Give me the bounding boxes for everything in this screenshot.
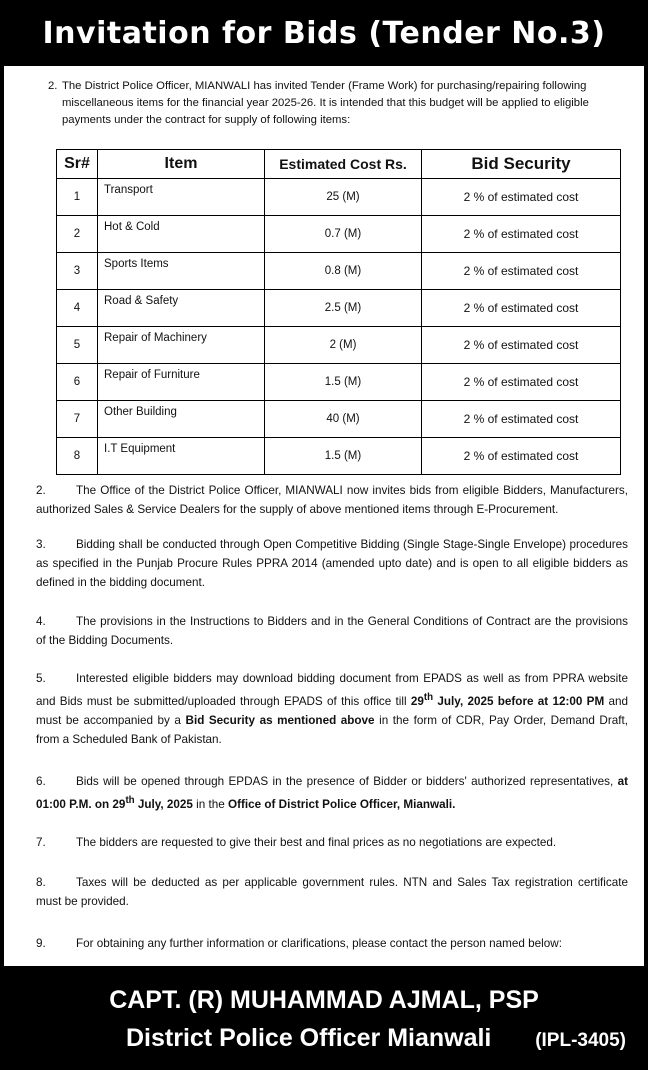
paragraph-text: in the form of CDR, Pay Order, Demand Draft, from a Scheduled Bank of Pakistan. [36,713,628,746]
cell-cost: 0.8 (M) [265,253,422,290]
paragraph-number: 3. [36,538,46,551]
paragraph-6 [36,772,628,814]
table-row [57,327,621,364]
cell-security: 2 % of estimated cost [422,179,621,216]
paragraph-number: 7. [36,836,46,849]
table-row [57,438,621,475]
office-name: Office of District Police Officer, Mianwali. [228,797,456,811]
header-sr: Sr# [57,150,98,179]
paragraph-3 [36,535,628,592]
cell-cost: 2.5 (M) [265,290,422,327]
paragraph-text: and must be accompanied by a [36,694,628,727]
header-security: Bid Security [422,150,621,179]
paragraph-text: Bids will be opened through EPDAS in the presence of Bidder or bidders' authorized representatives, [76,775,614,788]
table-row [57,216,621,253]
cell-security: 2 % of estimated cost [422,438,621,475]
paragraph-text: The provisions in the Instructions to Bidders and in the General Conditions of Contract are the provisions of the Bidding Documents. [36,615,628,647]
officer-name: CAPT. (R) MUHAMMAD AJMAL, PSP [109,986,539,1014]
items-table [56,149,621,475]
paragraph-2 [36,481,628,519]
cell-item: Repair of Machinery [98,327,265,364]
paragraph-text: in the [196,797,225,811]
page-title: Invitation for Bids (Tender No.3) [42,15,606,51]
cell-cost: 0.7 (M) [265,216,422,253]
cell-security: 2 % of estimated cost [422,216,621,253]
paragraph-9 [36,934,628,953]
paragraph-number: 4. [36,615,46,628]
table-row [57,401,621,438]
paragraph-text: For obtaining any further information or clarifications, please contact the person named below: [76,937,562,950]
cell-item: Road & Safety [98,290,265,327]
cell-security: 2 % of estimated cost [422,364,621,401]
header-item: Item [98,150,265,179]
cell-security: 2 % of estimated cost [422,327,621,364]
cell-item: Sports Items [98,253,265,290]
header-cost: Estimated Cost Rs. [265,150,422,179]
cell-cost: 25 (M) [265,179,422,216]
table-row [57,253,621,290]
paragraph-7 [36,833,628,852]
table-row [57,179,621,216]
cell-cost: 40 (M) [265,401,422,438]
intro-number: 2. [48,80,58,92]
paragraph-text: The Office of the District Police Officer, MIANWALI now invites bids from eligible Bidders, Manufacturers, authorized Sales & Service Dealers for the supply of above mentioned items through E-Procurement. [36,484,628,516]
paragraph-text: The bidders are requested to give their best and final prices as no negotiations are expected. [76,836,557,849]
cell-sr: 5 [57,327,98,364]
cell-sr: 4 [57,290,98,327]
cell-item: Repair of Furniture [98,364,265,401]
paragraph-number: 2. [36,484,46,497]
cell-sr: 2 [57,216,98,253]
document-body [0,66,648,966]
paragraph-number: 8. [36,876,46,889]
paragraph-number: 5. [36,672,46,685]
cell-security: 2 % of estimated cost [422,253,621,290]
paragraph-8 [36,873,628,911]
table-header-row [57,150,621,179]
cell-security: 2 % of estimated cost [422,401,621,438]
intro-paragraph [48,78,622,129]
table-row [57,364,621,401]
paragraph-4 [36,612,628,650]
paragraph-5 [36,669,628,749]
cell-item: I.T Equipment [98,438,265,475]
paragraph-text: Interested eligible bidders may download bidding document from EPADS as well as from PPRA website and Bids must be submitted/uploaded through EPADS of this office till [36,672,628,708]
footer-banner [0,966,648,1070]
cell-sr: 6 [57,364,98,401]
cell-sr: 8 [57,438,98,475]
cell-item: Other Building [98,401,265,438]
paragraph-text: Taxes will be deducted as per applicable government rules. NTN and Sales Tax registration certificate must be provided. [36,876,628,908]
header-banner [0,0,648,66]
opening-time: at 01:00 P.M. on 29th July, 2025 [36,775,628,811]
table-row [57,290,621,327]
intro-text: The District Police Officer, MIANWALI has invited Tender (Frame Work) for purchasing/repairing following miscellaneous items for the financial year 2025-26. It is intended that this budget will be applied to eligible payments under the contract for supply of following items: [62,80,589,126]
paragraph-number: 9. [36,937,46,950]
deadline: 29th July, 2025 before at 12:00 PM [410,692,605,708]
cell-item: Hot & Cold [98,216,265,253]
cell-sr: 7 [57,401,98,438]
cell-cost: 1.5 (M) [265,364,422,401]
cell-sr: 3 [57,253,98,290]
paragraph-text: Bidding shall be conducted through Open Competitive Bidding (Single Stage-Single Envelope) procedures as specified in the Punjab Procure Rules PPRA 2014 (amended upto date) and is open to all eligible bidders as defined in the bidding document. [36,538,628,589]
cell-sr: 1 [57,179,98,216]
cell-cost: 1.5 (M) [265,438,422,475]
paragraph-number: 6. [36,775,46,788]
bid-security-note: Bid Security as mentioned above [185,713,375,727]
officer-designation: District Police Officer Mianwali [126,1024,492,1052]
cell-cost: 2 (M) [265,327,422,364]
cell-security: 2 % of estimated cost [422,290,621,327]
ipl-code: (IPL-3405) [535,1030,626,1051]
cell-item: Transport [98,179,265,216]
